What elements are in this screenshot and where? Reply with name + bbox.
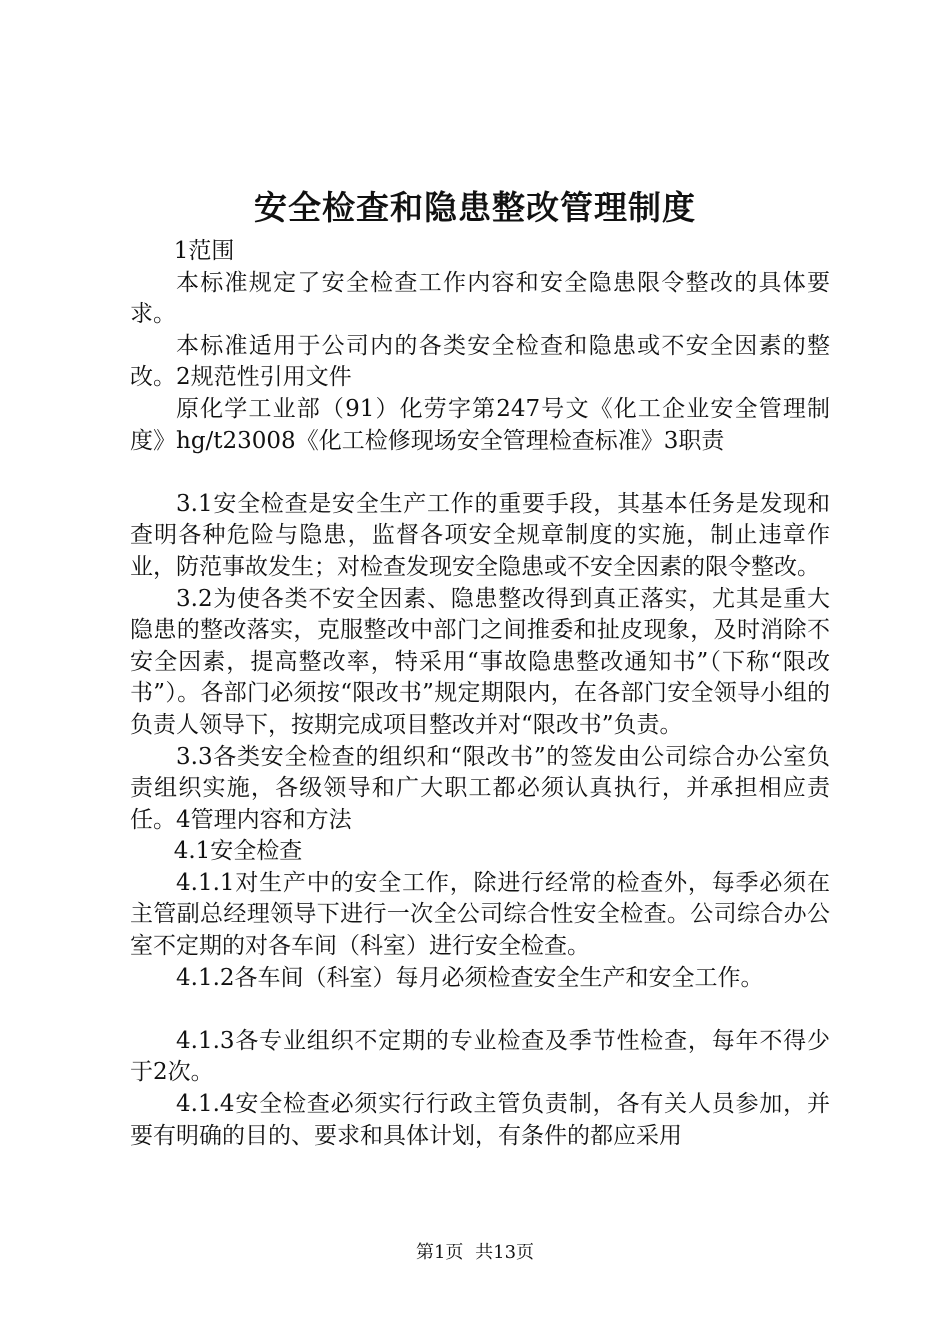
paragraph: 原化学工业部（91）化劳字第247号文《化工企业安全管理制度》hg/t23008《化工检修现场安全管理检查标准》3职责: [130, 395, 830, 454]
page-footer: [0, 1241, 950, 1265]
blank-line: [130, 994, 830, 1026]
paragraph: 4.1.2各车间（科室）每月必须检查安全生产和安全工作。: [176, 964, 764, 991]
document-body: [130, 236, 830, 1152]
blank-line: [130, 457, 830, 489]
paragraph: 本标准规定了安全检查工作内容和安全隐患限令整改的具体要求。: [130, 269, 830, 328]
section-heading-scope: 1范围: [173, 238, 235, 264]
document-title: 安全检查和隐患整改管理制度: [254, 188, 696, 227]
page-total: 共13页: [475, 1242, 535, 1263]
paragraph: 3.3各类安全检查的组织和“限改书”的签发由公司综合办公室负责组织实施，各级领导和广大职工都必须认真执行，并承担相应责任。4管理内容和方法: [130, 743, 830, 833]
paragraph: 4.1.1对生产中的安全工作，除进行经常的检查外，每季必须在主管副总经理领导下进行一次全公司综合性安全检查。公司综合办公室不定期的对各车间（科室）进行安全检查。: [130, 869, 830, 960]
paragraph: 3.1安全检查是安全生产工作的重要手段，其基本任务是发现和查明各种危险与隐患，监督各项安全规章制度的实施，制止违章作业，防范事故发生；对检查发现安全隐患或不安全因素的限令整改。: [130, 490, 830, 580]
paragraph: 本标准适用于公司内的各类安全检查和隐患或不安全因素的整改。2规范性引用文件: [130, 332, 830, 391]
paragraph: 4.1.3各专业组织不定期的专业检查及季节性检查，每年不得少于2次。: [130, 1027, 830, 1086]
section-heading-safety-check: 4.1安全检查: [173, 838, 303, 865]
paragraph: 4.1.4安全检查必须实行行政主管负责制，各有关人员参加，并要有明确的目的、要求和具体计划，有条件的都应采用: [130, 1091, 830, 1149]
paragraph: 3.2为使各类不安全因素、隐患整改得到真正落实，尤其是重大隐患的整改落实，克服整改中部门之间推委和扯皮现象，及时消除不安全因素，提高整改率，特采用“事故隐患整改通知书”（下称“限改书”）。各部门必须按“限改书”规定期限内，在各部门安全领导小组的负责人领导下，按期完成项目整改并对“限改书”负责。: [130, 585, 830, 738]
page-number: 第1页: [415, 1242, 464, 1263]
